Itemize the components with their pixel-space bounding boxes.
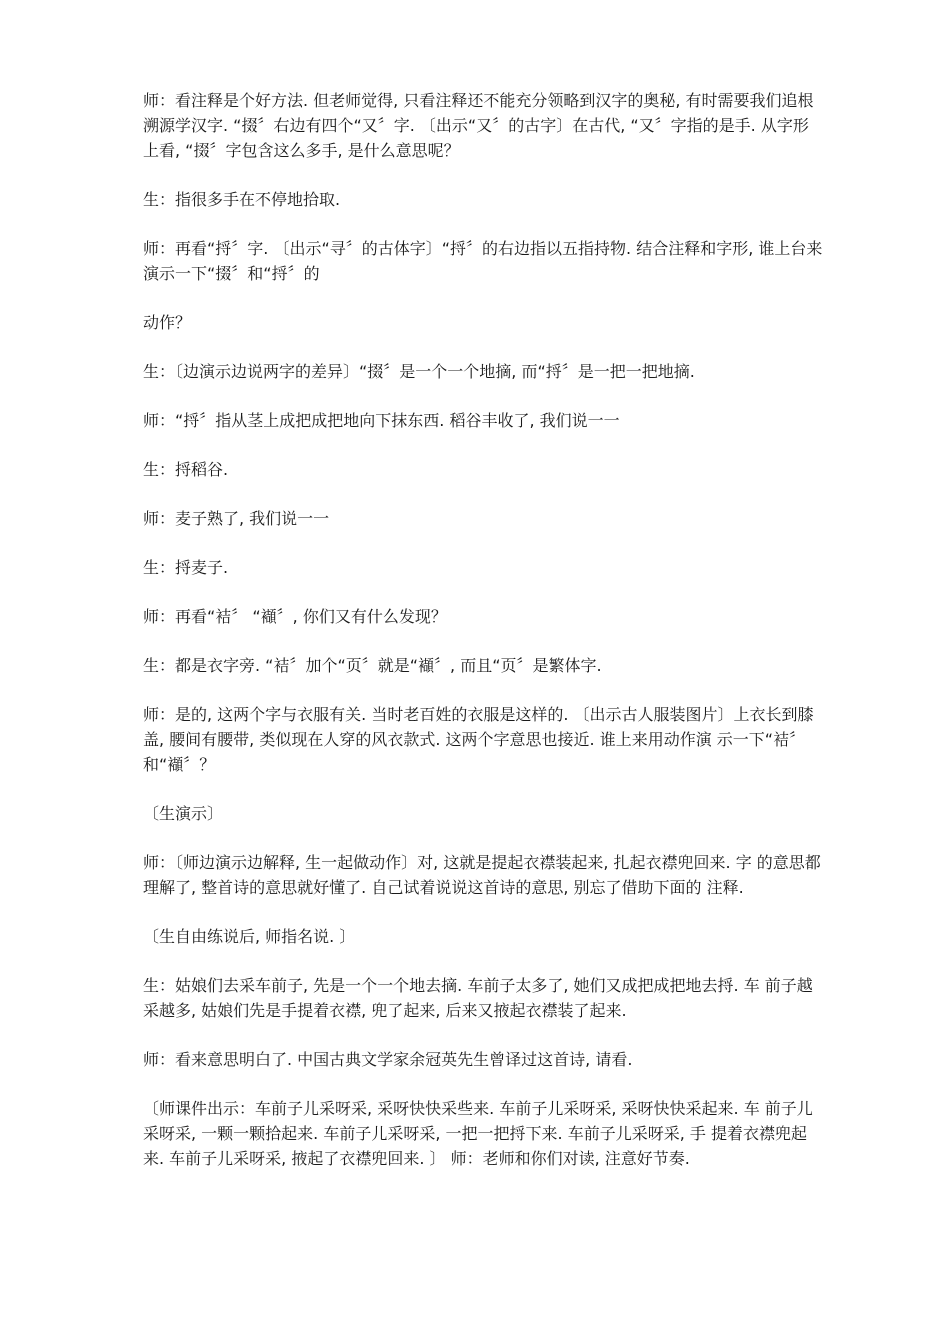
paragraph-student-demo: 生：〔边演示边说两字的差异〕“掇〞是一个一个地摘, 而“捋〞是一把一把地摘. — [143, 362, 695, 381]
paragraph-student-demo-2: 〔生演示〕 — [143, 804, 224, 823]
paragraph-teacher-yu-guanying: 师：看来意思明白了. 中国古典文学家余冠英先生曾译过这首诗, 请看. — [143, 1050, 633, 1069]
paragraph-practice: 〔生自由练说后, 师指名说. 〕 — [143, 927, 356, 946]
paragraph-teacher-explain: 师：〔师边演示边解释, 生一起做动作〕对, 这就是提起衣襟装起来, 扎起衣襟兜回来. 字 的意思都理解了, 整首诗的意思就好懂了. 自己试着说说这首诗的意思, 别忘了借助下面的 注释. — [143, 853, 821, 897]
paragraph-action-question: 动作？ — [143, 313, 192, 332]
paragraph-teacher-wheat: 师：麦子熟了, 我们说一一 — [143, 509, 330, 528]
paragraph-student-answer-1: 生：指很多手在不停地拾取. — [143, 190, 341, 209]
paragraph-teacher-clothing: 师：是的, 这两个字与衣服有关. 当时老百姓的衣服是这样的. 〔出示古人服装图片〕上衣长到膝盖, 腰间有腰带, 类似现在人穿的风衣款式. 这两个字意思也接近. 谁上来用动作演 示一下“袺〞和“襭〞？ — [143, 705, 814, 774]
paragraph-teacher-lue-meaning: 师：“捋〞指从茎上成把成把地向下抹东西. 稻谷丰收了, 我们说一一 — [143, 411, 620, 430]
document-page — [143, 88, 823, 1193]
paragraph-student-radical: 生：都是衣字旁. “袺〞加个“页〞就是“襭〞, 而且“页〞是繁体字. — [143, 656, 602, 675]
paragraph-student-wheat: 生：捋麦子. — [143, 558, 229, 577]
paragraph-student-rice: 生：捋稻谷. — [143, 460, 229, 479]
paragraph-teacher-annotation: 师：看注释是个好方法. 但老师觉得, 只看注释还不能充分领略到汉字的奥秘, 有时需要我们追根溯源学汉字. “掇〞右边有四个“又〞字. 〔出示“又〞的古字〕在古代, “又〞字指的是手. 从字形上看, “掇〞字包含这么多手, 是什么意思呢？ — [143, 91, 814, 160]
paragraph-teacher-new-chars: 师：再看“袺〞 “襭〞, 你们又有什么发现？ — [143, 607, 447, 626]
paragraph-teacher-lue: 师：再看“捋〞字. 〔出示“寻〞的古体字〕“捋〞的右边指以五指持物. 结合注释和字形, 谁上台来演示一下“掇〞和“捋〞的 — [143, 239, 823, 283]
paragraph-courseware: 〔师课件出示：车前子儿采呀采, 采呀快快采些来. 车前子儿采呀采, 采呀快快采起来. 车 前子儿采呀采, 一颗一颗拾起来. 车前子儿采呀采, 一把一把捋下来. 车前子儿采呀采, 手 提着衣襟兜起来. 车前子儿采呀采, 掖起了衣襟兜回来. 〕 师：老师和你们对读, 注意好节奏. — [143, 1099, 813, 1168]
paragraph-student-translation: 生：姑娘们去采车前子, 先是一个一个地去摘. 车前子太多了, 她们又成把成把地去捋. 车 前子越采越多, 姑娘们先是手提着衣襟, 兜了起来, 后来又掖起衣襟装了起来. — [143, 976, 813, 1020]
